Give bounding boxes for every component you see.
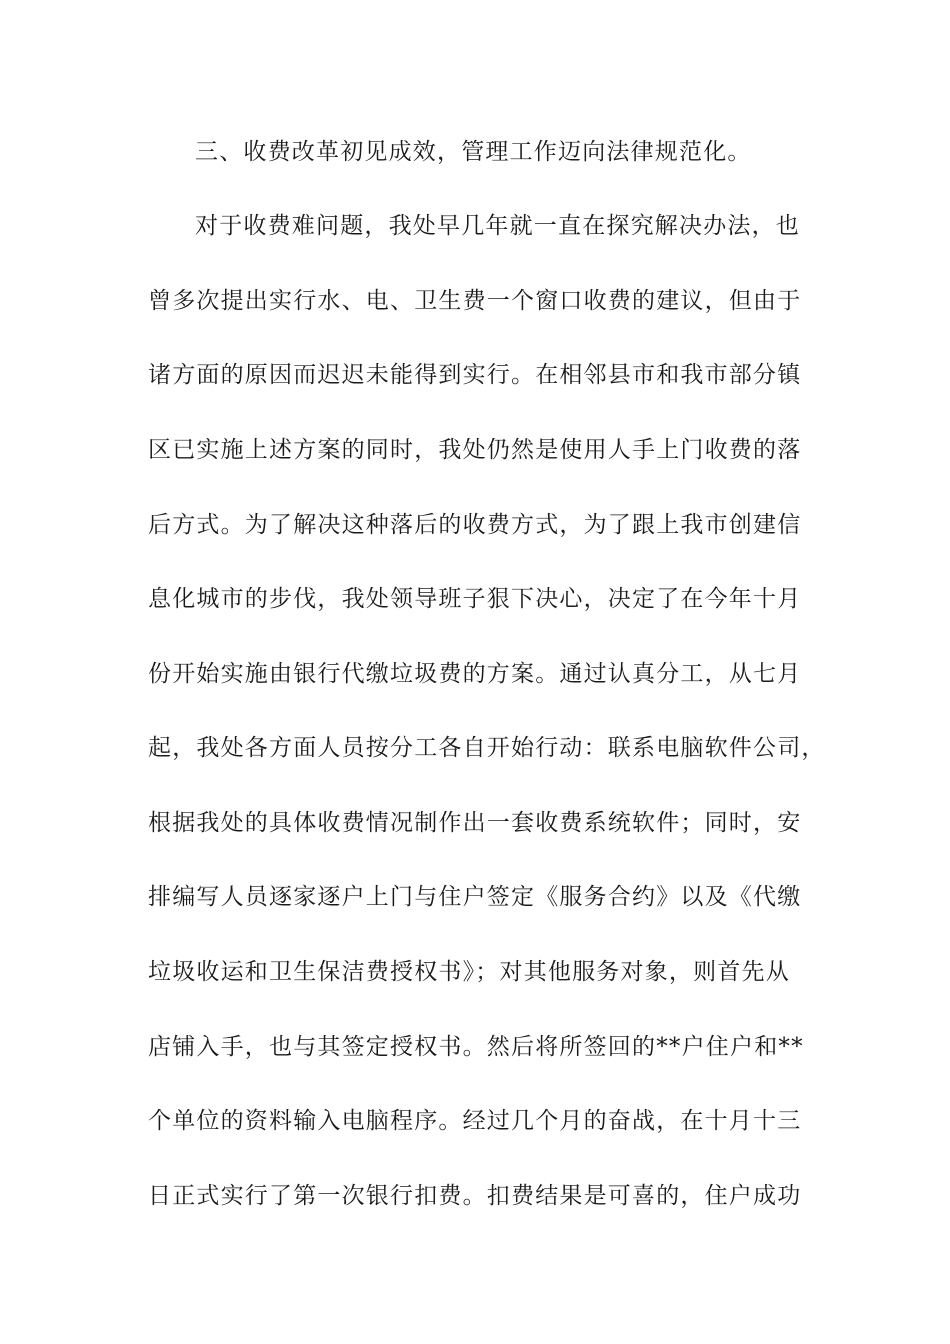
paragraph-line: 诸方面的原因而迟迟未能得到实行。在相邻县市和我市部分镇 <box>148 362 802 388</box>
paragraph-line: 起，我处各方面人员按分工各自开始行动：联系电脑软件公司， <box>148 735 826 761</box>
paragraph-line: 曾多次提出实行水、电、卫生费一个窗口收费的建议，但由于 <box>148 288 802 314</box>
paragraph-line: 份开始实施由银行代缴垃圾费的方案。通过认真分工，从七月 <box>148 661 802 687</box>
paragraph-line: 息化城市的步伐，我处领导班子狠下决心，决定了在今年十月 <box>148 586 802 612</box>
paragraph-line: 区已实施上述方案的同时，我处仍然是使用人手上门收费的落 <box>148 437 802 463</box>
paragraph-line: 后方式。为了解决这种落后的收费方式，为了跟上我市创建信 <box>148 512 802 538</box>
paragraph-line: 排编写人员逐家逐户上门与住户签定《服务合约》以及《代缴 <box>148 884 802 910</box>
paragraph-line: 根据我处的具体收费情况制作出一套收费系统软件；同时，安 <box>148 810 802 836</box>
paragraph-line: 垃圾收运和卫生保洁费授权书》；对其他服务对象，则首先从 <box>148 959 790 985</box>
section-heading: 三、收费改革初见成效，管理工作迈向法律规范化。 <box>195 139 752 165</box>
paragraph-line: 日正式实行了第一次银行扣费。扣费结果是可喜的，住户成功 <box>148 1183 802 1209</box>
paragraph-line: 店铺入手，也与其签定授权书。然后将所签回的**户住户和** <box>148 1034 804 1060</box>
paragraph-line: 个单位的资料输入电脑程序。经过几个月的奋战，在十月十三 <box>148 1108 802 1134</box>
paragraph-line: 对于收费难问题，我处早几年就一直在探究解决办法，也 <box>195 213 800 239</box>
